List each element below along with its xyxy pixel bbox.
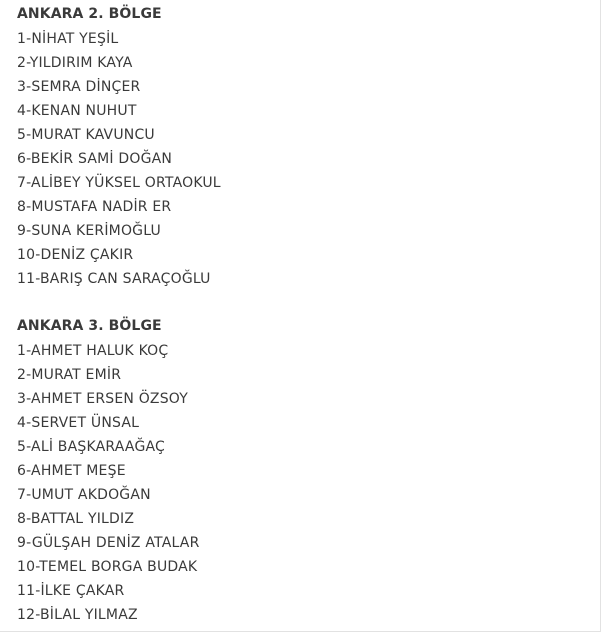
list-item: 3-AHMET ERSEN ÖZSOY [17,391,189,407]
list-item: 5-ALİ BAŞKARAAĞAÇ [17,439,166,455]
list-item: 10-DENİZ ÇAKIR [17,247,134,263]
list-item: 11-BARIŞ CAN SARAÇOĞLU [17,271,211,287]
list-item: 9-SUNA KERİMOĞLU [17,223,161,239]
list-item: 1-AHMET HALUK KOÇ [17,343,169,359]
district-section-ankara-3 [17,315,590,627]
list-item: 4-SERVET ÜNSAL [17,415,140,431]
list-item: 5-MURAT KAVUNCU [17,127,155,143]
list-item: 1-NİHAT YEŞİL [17,31,119,47]
list-item: 8-MUSTAFA NADİR ER [17,199,172,215]
list-item: 2-MURAT EMİR [17,367,122,383]
list-item: 7-ALİBEY YÜKSEL ORTAOKUL [17,175,221,191]
section-heading: ANKARA 2. BÖLGE [17,6,162,22]
list-item: 2-YILDIRIM KAYA [17,55,133,71]
list-item: 11-İLKE ÇAKAR [17,583,125,599]
list-item: 3-SEMRA DİNÇER [17,79,141,95]
list-item: 8-BATTAL YILDIZ [17,511,135,527]
candidate-list [17,339,590,627]
list-item: 10-TEMEL BORGA BUDAK [17,559,198,575]
district-section-ankara-2 [17,3,590,291]
list-item: 4-KENAN NUHUT [17,103,137,119]
list-item: 6-BEKİR SAMİ DOĞAN [17,151,173,167]
list-item: 12-BİLAL YILMAZ [17,607,138,623]
list-item: 9-GÜLŞAH DENİZ ATALAR [17,535,200,551]
section-heading: ANKARA 3. BÖLGE [17,318,162,334]
list-item: 6-AHMET MEŞE [17,463,126,479]
list-item: 7-UMUT AKDOĞAN [17,487,151,503]
candidate-list [17,27,590,291]
article-content [17,3,590,627]
